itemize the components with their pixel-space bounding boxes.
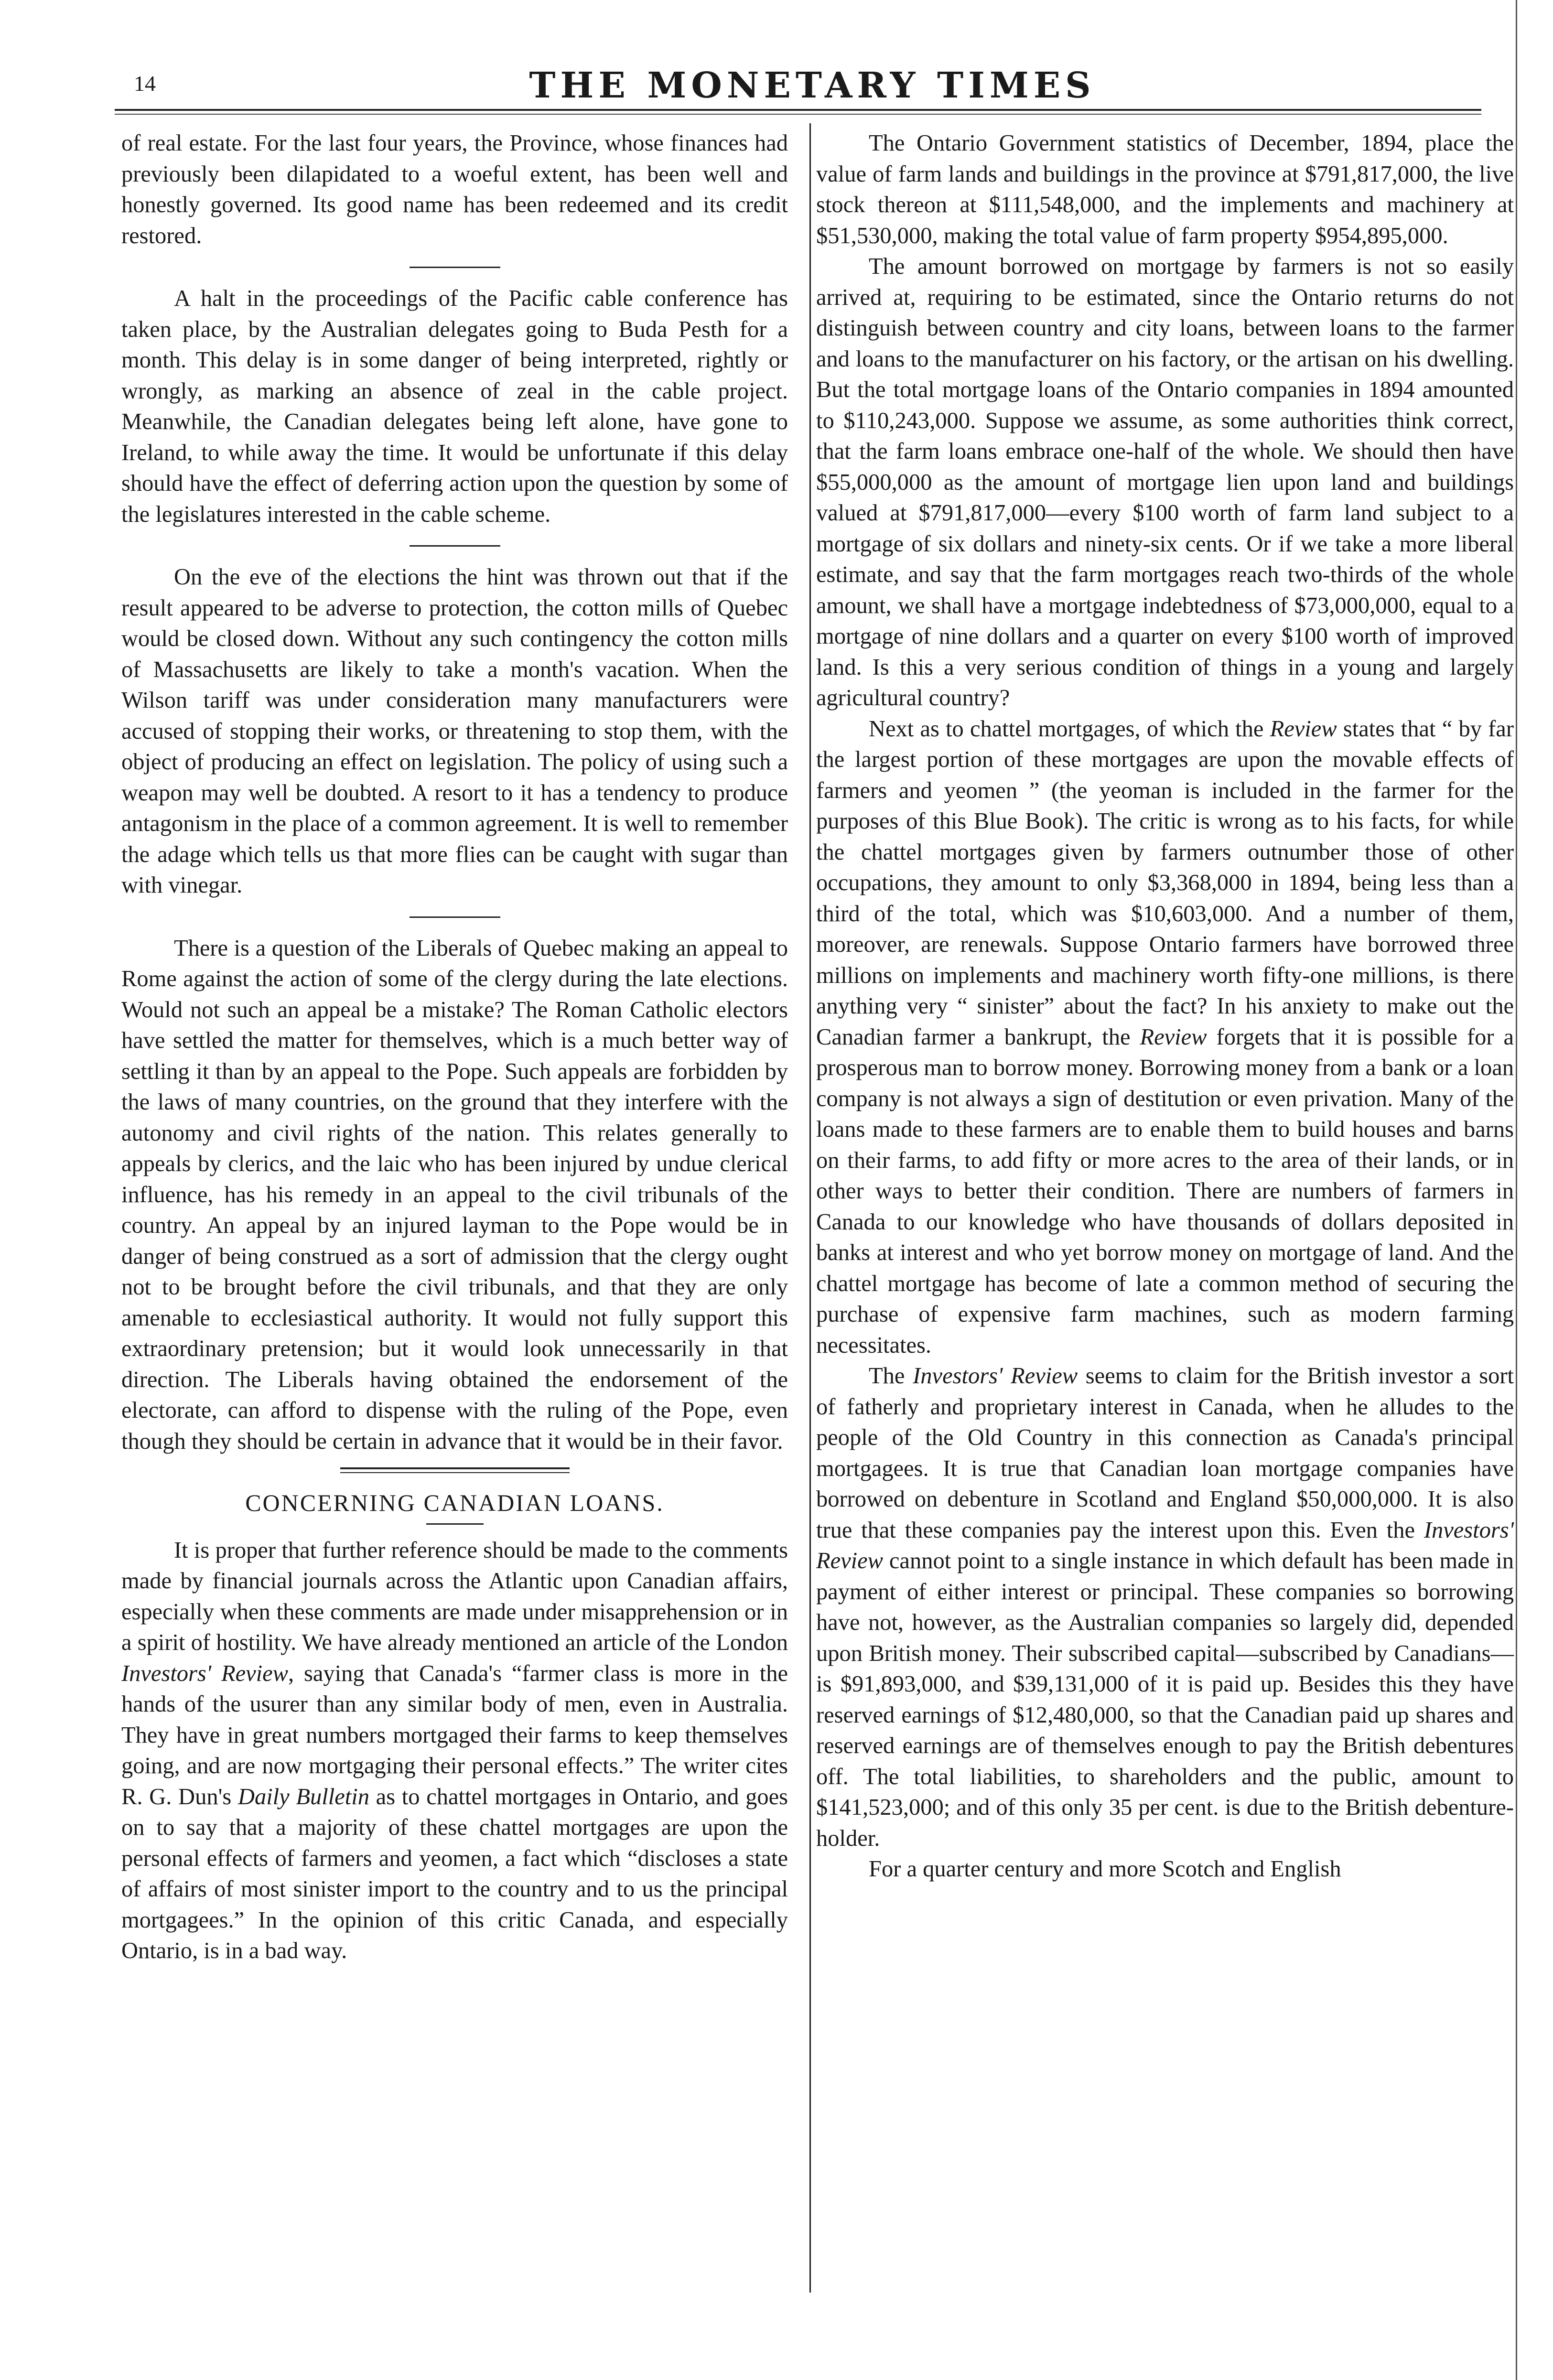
paragraph-ontario-statistics: The Ontario Government statistics of December, 1894, place the value of farm lands and buildings in the province at $791,817,000, the live stock thereon at $111,548,000, and the implements and machinery at $51,530,000, making the total value of farm property $954,895,000. (816, 130, 1514, 248)
page-number: 14 (134, 71, 156, 96)
publication-title: Investors' Review (913, 1363, 1078, 1389)
paragraph-canadian-loans: It is proper that further reference should be made to the comments made by financial journals across the Atlantic upon Canadian affairs, especially when these comments are made under misapprehension or in a spirit of hostility. We have already mentioned an article of the London Investors' Review, saying that Canada's “farmer class is more in the hands of the usurer than any similar body of men, even in Australia. They have in great numbers mortgaged their farms to keep themselves going, and are now mortgaging their personal effects.” The writer cites R. G. Dun's Daily Bulletin as to chattel mortgages in Ontario, and goes on to say that a majority of these chattel mortgages are upon the personal effects of farmers and yeomen, a fact which “discloses a state of affairs of most sinister import to the country and to us the principal mortgagees.” In the opinion of this critic Canada, and especially Ontario, is in a bad way. (121, 1537, 788, 1963)
paragraph-appeal-to-rome: There is a question of the Liberals of Quebec making an appeal to Rome against the action of some of the clergy during the late elections. Would not such an appeal be a mistake? The Roman Catholic electors have settled the matter for themselves, which is a much better way of settling it than by an appeal to the Pope. Such appeals are forbidden by the laws of many countries, on the ground that they interfere with the autonomy and civil rights of the nation. This relates generally to appeals by clerics, and the laic who has been injured by undue clerical influence, has his remedy in an appeal to the civil tribunals of the country. An appeal by an injured layman to the Pope would be in danger of being construed as a sort of admission that the clergy ought not to be brought before the civil tribunals, and that they are only amenable to ecclesiastical authority. It would not fully support this extraordinary pretension; but it would look unnecessarily in that direction. The Liberals having obtained the endorsement of the electorate, can afford to dispense with the ruling of the Pope, even though they should be certain in advance that it would be in their favor. (121, 935, 788, 1454)
paragraph-cotton-mills: On the eve of the elections the hint was thrown out that if the result appeared to be adverse to protection, the cotton mills of Quebec would be closed down. Without any such contingency the cotton mills of Massachusetts are likely to take a month's vacation. When the Wilson tariff was under consideration many manufacturers were accused of stopping their works, or threatening to stop them, with the object of producing an effect on legislation. The policy of using such a weapon may well be doubted. A resort to it has a tendency to produce antagonism in the place of a common agreement. It is well to remember the adage which tells us that more flies can be caught with sugar than with vinegar. (121, 564, 788, 898)
publication-title: Investors' Review (121, 1660, 289, 1686)
left-column (121, 128, 788, 1967)
paragraph-pacific-cable: A halt in the proceedings of the Pacific cable conference has taken place, by the Australian delegates going to Buda Pesth for a month. This delay is in some danger of being interpreted, rightly or wrongly, as marking an absence of zeal in the cable project. Meanwhile, the Canadian delegates being left alone, have gone to Ireland, to while away the time. It would be unfortunate if this delay should have the effect of deferring action upon the question by some of the legislatures interested in the cable scheme. (121, 286, 788, 527)
masthead: THE MONETARY TIMES (529, 65, 1096, 106)
paragraph-mortgage-amount: The amount borrowed on mortgage by farmers is not so easily arrived at, requiring to be estimated, since the Ontario returns do not distinguish between country and city loans, between loans to the farmer and loans to the manufacturer on his factory, or the artisan on his dwelling. But the total mortgage loans of the Ontario companies in 1894 amounted to $110,243,000. Suppose we assume, as some authorities think correct, that the farm loans embrace one-half of the whole. We should then have $55,000,000 as the amount of mortgage lien upon land and buildings valued at $791,817,000—every $100 worth of farm land subject to a mortgage of six dollars and ninety-six cents. Or if we take a more liberal estimate, and say that the farm mortgages reach two-thirds of the whole amount, we shall have a mortgage indebtedness of $73,000,000, equal to a mortgage of nine dollars and a quarter on every $100 worth of improved land. Is this a very serious condition of things in a young and largely agricultural country? (816, 254, 1514, 711)
publication-title: Review (1270, 716, 1337, 742)
page-edge-line (1516, 0, 1517, 2380)
article-heading: CONCERNING CANADIAN LOANS. (245, 1489, 664, 1516)
paragraph-chattel-mortgages: Next as to chattel mortgages, of which the Review states that “ by far the largest portion of these mortgages are upon the movable effects of farmers and yeomen ” (the yeoman is included in the farmer for the purposes of this Blue Book). The critic is wrong as to his facts, for while the chattel mortgages given by farmers outnumber those of other occupations, they amount to only $3,368,000 in 1894, being less than a third of the total, which was $10,603,000. And a number of them, moreover, are renewals. Suppose Ontario farmers have borrowed three millions on implements and machinery worth fifty-one millions, is there anything very “ sinister” about the fact? In his anxiety to make out the Canadian farmer a bankrupt, the Review forgets that it is possible for a prosperous man to borrow money. Borrowing money from a bank or a loan company is not always a sign of destitution or even privation. Many of the loans made to these farmers are to enable them to build houses and barns on their farms, to add fifty or more acres to the area of their lands, or in other ways to better their condition. There are numbers of farmers in Canada to our knowledge who have thousands of dollars deposited in banks at interest and who yet borrow money on mortgage of land. And the chattel mortgage has become of late a common method of securing the purchase of expensive farm machines, such as modern farming necessitates. (816, 716, 1514, 1358)
right-column (816, 128, 1514, 1885)
header-rule (115, 109, 1481, 111)
header-rule-thin (115, 114, 1481, 115)
section-double-rule (340, 1467, 570, 1473)
paragraph-quarter-century: For a quarter century and more Scotch and English (869, 1856, 1341, 1882)
column-divider (809, 123, 811, 2293)
section-separator (410, 545, 500, 547)
publication-title: Investors' Review (816, 1517, 1514, 1573)
publication-title: Daily Bulletin (237, 1784, 369, 1809)
section-separator (410, 916, 500, 918)
heading-rule (426, 1523, 484, 1525)
paragraph-real-estate: of real estate. For the last four years, the Province, whose finances had previously been dilapidated to a woeful extent, has been well and honestly governed. Its good name has been redeemed and its credit restored. (121, 130, 788, 248)
section-separator (410, 267, 500, 268)
paragraph-british-investor: The Investors' Review seems to claim for the British investor a sort of fatherly and proprietary interest in Canada, when he alludes to the people of the Old Country in this connection as Canada's principal mortgagees. It is true that Canadian loan mortgage companies have borrowed on debenture in Scotland and England $50,000,000. It is also true that these companies pay the interest upon this. Even the Investors' Review cannot point to a single instance in which default has been made in payment of either interest or principal. These companies so borrowing have not, however, as the Australian companies so largely did, depended upon British money. Their subscribed capital—subscribed by Canadians—is $91,893,000, and $39,131,000 of it is paid up. Besides this they have reserved earnings of $12,480,000, so that the Canadian paid up shares and reserved earnings are of themselves enough to pay the British debentures off. The total liabilities, to shareholders and the public, amount to $141,523,000; and of this only 35 per cent. is due to the British debenture-holder. (816, 1363, 1514, 1851)
publication-title: Review (1140, 1024, 1207, 1050)
